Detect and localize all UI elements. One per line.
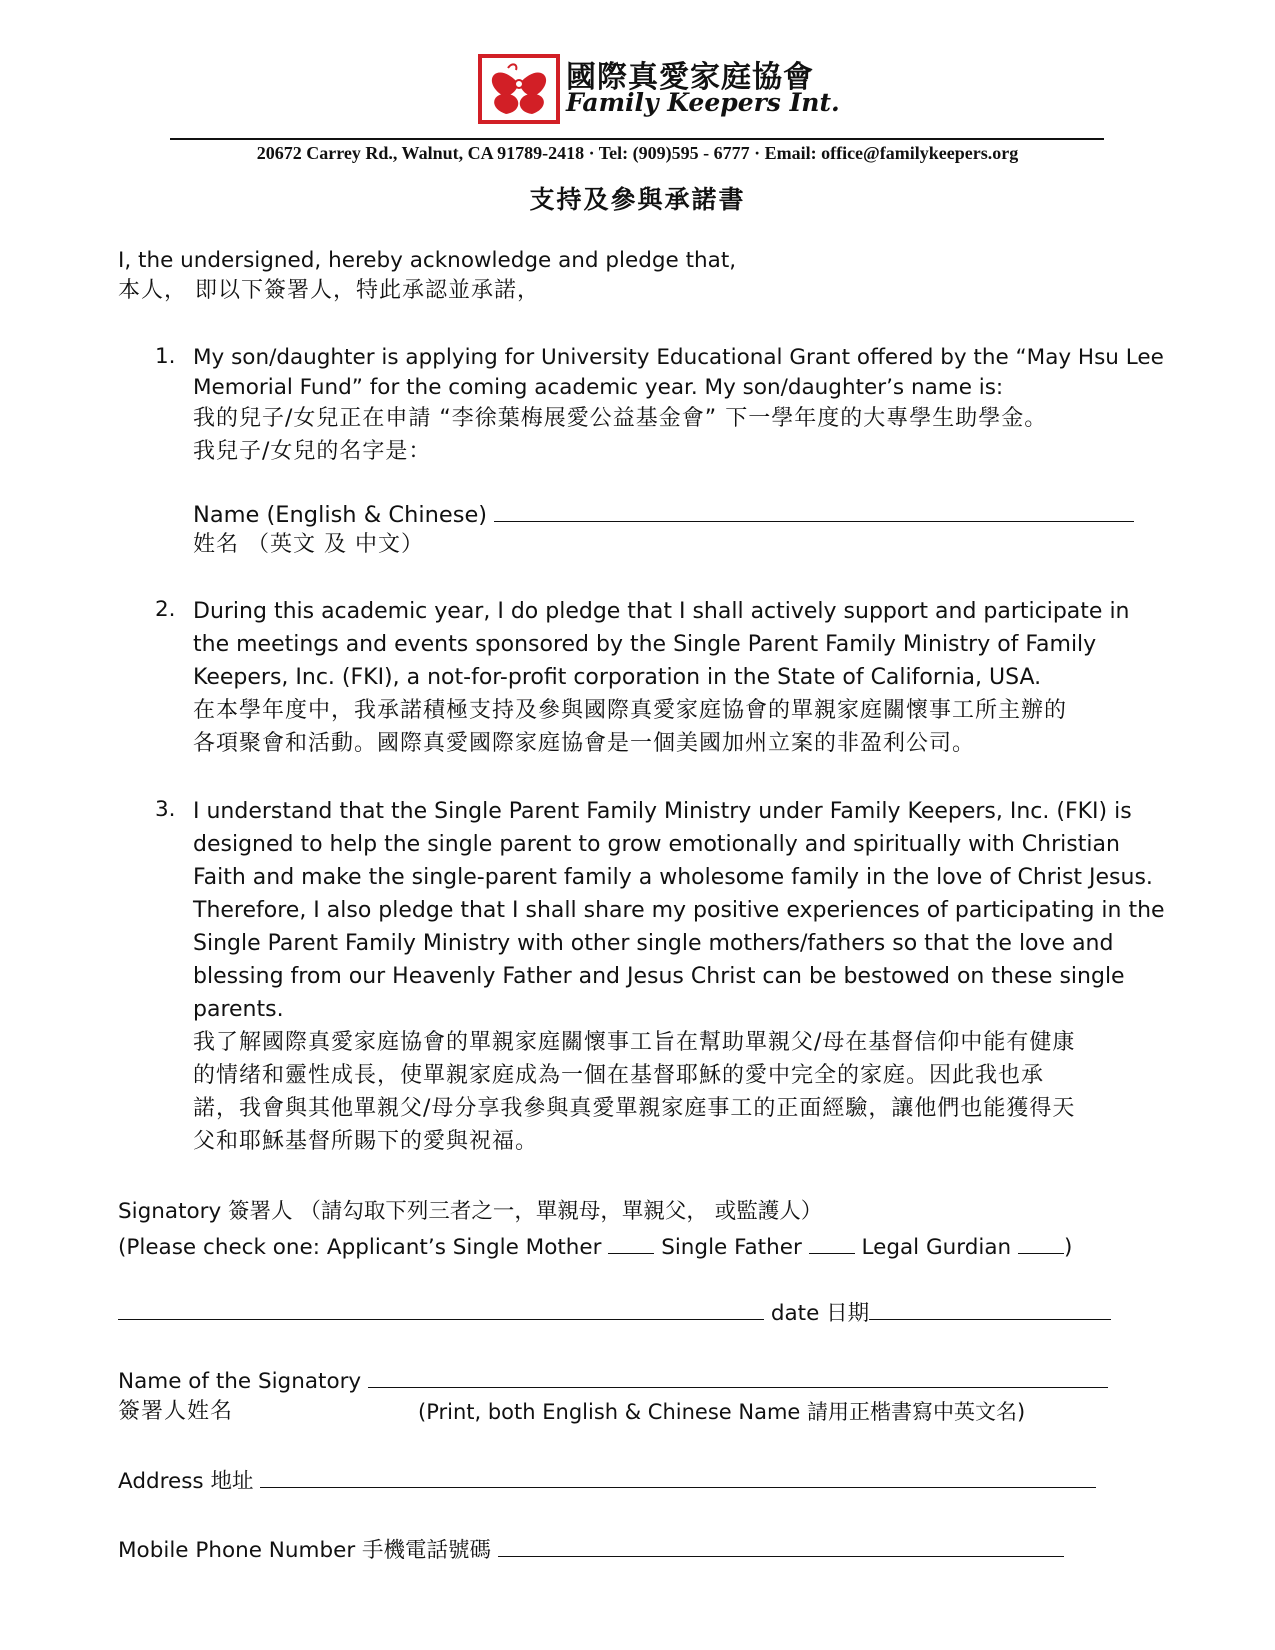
child-name-field[interactable] [494,499,1134,522]
item-text-line: Faith and make the single-parent family a wholesome family in the love of Christ Jesus. [193,865,1153,890]
item-text-line: Therefore, I also pledge that I shall share my positive experiences of participating in the [193,898,1165,923]
item-text-line: blessing from our Heavenly Father and Jesus Christ can be bestowed on these single [193,964,1125,989]
relationship-checklist [118,1231,1072,1263]
intro-english: I, the undersigned, hereby acknowledge and pledge that, [118,248,737,273]
header-divider [170,138,1104,140]
item-text-line-cn: 在本學年度中，我承諾積極支持及參與國際真愛家庭協會的單親家庭關懷事工所主辦的 [193,698,1068,723]
signatory-heading: Signatory 簽署人 （請勾取下列三者之一，單親母，單親父， 或監護人） [118,1199,823,1224]
intro-chinese: 本人， 即以下簽署人，特此承認並承諾， [118,278,540,303]
signature-date-row [118,1297,1111,1329]
item-text-line-cn: 父和耶穌基督所賜下的愛與祝福。 [193,1129,539,1154]
item-text-line: Memorial Fund” for the coming academic year. My son/daughter’s name is: [193,375,1004,400]
check-option-legal-guardian: Legal Gurdian [861,1235,1012,1260]
signatory-name-label-cn: 簽署人姓名 [118,1399,234,1424]
single-father-checkbox[interactable] [809,1231,855,1254]
address-field[interactable] [260,1465,1096,1488]
org-name-english: Family Keepers Int. [566,88,840,117]
item-text-line: Keepers, Inc. (FKI), a not-for-profit corporation in the State of California, USA. [193,665,1042,690]
phone-label: Mobile Phone Number 手機電話號碼 [118,1538,491,1563]
item-text-line: During this academic year, I do pledge that I shall actively support and participate in [193,599,1130,624]
item-text-line: parents. [193,997,284,1022]
checklist-close: ) [1063,1235,1073,1260]
item-text-line-cn: 我了解國際真愛家庭協會的單親家庭關懷事工旨在幫助單親父/母在基督信仰中能有健康 [193,1030,1076,1055]
signatory-name-row [118,1365,1108,1397]
item-text-line-cn: 我兒子/女兒的名字是： [193,439,432,464]
item-text-line-cn: 我的兒子/女兒正在申請 “李徐葉梅展愛公益基金會” 下一學年度的大專學生助學金。 [193,406,1048,431]
item-text-line-cn: 的情绪和靈性成長，使單親家庭成為一個在基督耶穌的愛中完全的家庭。因此我也承 [193,1063,1045,1088]
signatory-name-label: Name of the Signatory [118,1369,362,1394]
item-text-line-cn: 各項聚會和活動。國際真愛國際家庭協會是一個美國加州立案的非盈利公司。 [193,731,976,756]
address-label: Address 地址 [118,1469,254,1494]
item-number: 3. [155,797,176,822]
item-number: 1. [155,344,176,369]
check-option-single-mother: (Please check one: Applicant’s Single Mother [118,1235,602,1260]
child-name-label: Name (English & Chinese) [193,502,488,528]
date-label: date 日期 [770,1301,870,1326]
check-option-single-father: Single Father [661,1235,802,1260]
legal-guardian-checkbox[interactable] [1018,1231,1064,1254]
child-name-label-cn: 姓名 （英文 及 中文） [193,532,424,557]
signatory-name-field[interactable] [368,1365,1108,1388]
signature-field[interactable] [118,1297,764,1320]
date-field[interactable] [869,1297,1111,1320]
item-text-line: the meetings and events sponsored by the Single Parent Family Ministry of Family [193,632,1097,657]
item-text-line: My son/daughter is applying for University Educational Grant offered by the “May Hsu Lee [193,345,1164,370]
org-name-chinese: 國際真愛家庭協會 [566,60,814,95]
item-number: 2. [155,597,176,622]
document-title: 支持及參與承諾書 [529,185,746,214]
item-text-line: Single Parent Family Ministry with other single mothers/fathers so that the love and [193,931,1114,956]
signatory-name-hint: (Print, both English & Chinese Name 請用正楷書寫中英文名) [418,1400,1026,1424]
item-text-line: designed to help the single parent to grow emotionally and spiritually with Christian [193,832,1120,857]
item-text-line-cn: 諾，我會與其他單親父/母分享我參與真愛單親家庭事工的正面經驗，讓他們也能獲得天 [193,1096,1076,1121]
item-text-line: I understand that the Single Parent Family Ministry under Family Keepers, Inc. (FKI) is [193,799,1132,824]
contact-line: 20672 Carrey Rd., Walnut, CA 91789-2418 · Tel: (909)595 - 6777 · Email: office@familykeepers.org [256,143,1019,163]
single-mother-checkbox[interactable] [608,1231,654,1254]
logo-icon [478,54,560,124]
address-row [118,1465,1096,1497]
phone-field[interactable] [498,1534,1064,1557]
phone-row [118,1534,1064,1566]
